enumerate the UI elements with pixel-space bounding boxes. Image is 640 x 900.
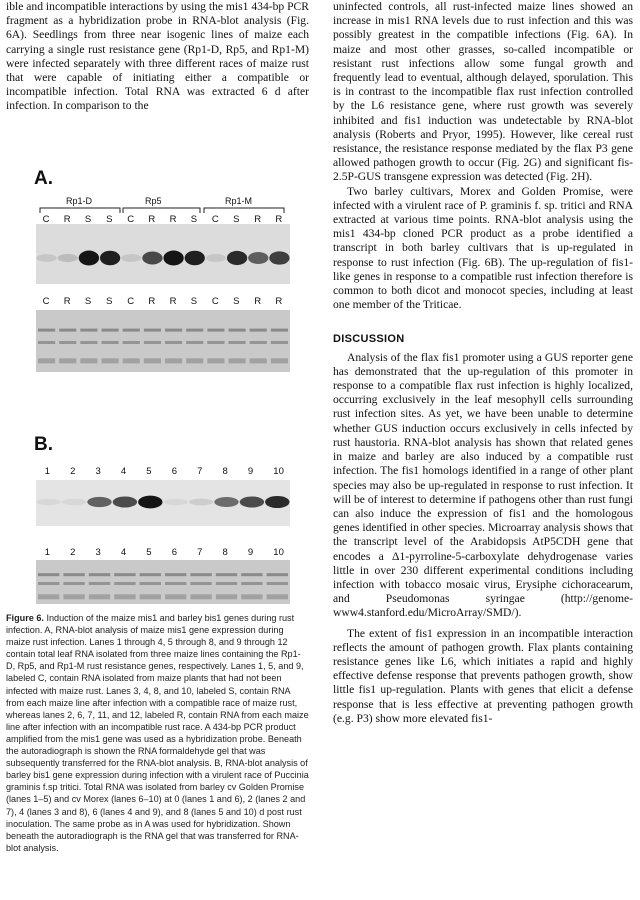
- gel-band: [267, 573, 288, 576]
- figure-6: [6, 162, 309, 607]
- gel-band: [271, 329, 288, 332]
- gel-band: [250, 341, 267, 344]
- panel-b-letter: B.: [34, 434, 53, 455]
- lane-label: 6: [171, 547, 177, 558]
- lane-label: S: [106, 296, 113, 307]
- blot-band: [58, 254, 78, 262]
- gel-band: [38, 573, 59, 576]
- right-paragraph-4: The extent of fis1 expression in an incompatible interaction reflects the amount of pathogen growth. Flax plants containing resistance genes like L6, which initiates a rapid and highly effective defense response that prevents pathogen growth, show little fis1 up-regulation. Plants with genes that elicit a defense response that is less effective at preventing pathogen growth (e.g. P3) show more elevated fis1-: [333, 626, 633, 725]
- gel-band: [190, 582, 211, 585]
- gel-band: [271, 358, 288, 363]
- blot-band: [164, 499, 188, 505]
- panel-b-rna-gel: [36, 560, 290, 604]
- gel-band: [140, 582, 161, 585]
- gel-band: [186, 341, 203, 344]
- gel-band: [123, 341, 140, 344]
- gel-band: [38, 341, 55, 344]
- lane-label: 7: [197, 466, 203, 477]
- lane-label: 9: [247, 547, 254, 558]
- lane-label: 3: [95, 466, 101, 477]
- gel-band: [80, 341, 97, 344]
- right-paragraph-3: Analysis of the flax fis1 promoter using a GUS reporter gene has demonstrated that the up-regulation of this promoter in response to a compatible flax rust infection is highly localized, occurring exclusively in the leaf mesophyll cells surrounding rust infection sites. As yet, we have been unable to determine whether GUS induction occurs exclusively in cells infected by rust haustoria. RNA-blot analysis has shown that related genes in maize and barley are also induced by a compatible rust infection. The fis1 homologs identified in a range of other plant species may also be up-regulated in response to rust infection. It will be of interest to determine if pathogens other than rust fungi can also induce the expression of fis1 and the homologous genes identified in other species. Microarray analysis shows that the transcript level of the Arabidopsis AtP5CDH gene that encodes a Δ1-pyrroline-5-carboxylate dehydrogenase varies little in over 230 different experimental conditions including infection with tobacco mosaic virus, Erysiphe cichoracearum, and Pseudomonas syringae (http://genome-www4.stanford.edu/MicroArray/SMD/).: [333, 350, 633, 620]
- lane-label: R: [148, 296, 156, 307]
- figure-caption: [6, 612, 309, 854]
- group-brackets: [34, 206, 289, 214]
- blot-band: [248, 252, 268, 264]
- gel-band: [229, 358, 246, 363]
- right-paragraph-1: uninfected controls, all rust-infected maize lines showed an increase in mis1 RNA levels due to rust infection and this was possibly greatest in the compatible infections (Fig. 6A). In maize and most other grasses, so-called incompatible or resistant rust infections allow some fungal growth and frequently lead to eventual, although delayed, sporulation. This is in contrast to the incompatible flax rust infection controlled by the L6 resistance gene, where rust growth was severely inhibited and fis1 induction was undetectable by RNA-blot analysis (Roberts and Pryor, 1995). However, like cereal rust resistance, the resistance response mediated by the flax P3 gene allowed pathogen growth to occur (Fig. 2G) and significant fis-2.5P-GUS transgene expression was detected (Fig. 2H).: [333, 0, 633, 184]
- lane-label: 10: [273, 466, 284, 477]
- lane-label: S: [190, 296, 198, 307]
- caption-text: Induction of the maize mis1 and barley bis1 genes during rust infection. A, RNA-blot analysis of maize mis1 gene expression during maize rust infection. Lanes 1 through 4, 5 through 8, and 9 through 12 contain total leaf RNA isolated from three maize lines containing the Rp1-D, Rp5, and Rp1-M rust resistance genes, respectively. Lanes 1, 5, and 9, labeled C, contain RNA isolated from maize plants that had not been infected with maize rust. Lanes 3, 4, 8, and 10, labeled S, contain RNA from each maize line after infection with a compatible race of maize rust, whereas lanes 2, 6, 7, 11, and 12, labeled R, contain RNA from each maize line after infection with an incompatible rust race. A 434-bp PCR product amplified from the mis1 gene was used as a hybridization probe. Beneath the autoradiograph is shown the RNA formaldehyde gel that was subsequently transferred for the RNA-blot analysis. B, RNA-blot analysis of barley bis1 gene expression during infection with a virulent race of Puccinia graminis f.sp tritici. Total RNA was isolated from barley cv Golden Promise (lanes 1–5) and cv Morex (lanes 6–10) at 0 (lanes 1 and 6), 2 (lanes 2 and 7), 4 (lanes 3 and 8), 6 (lanes 4 and 9), and 8 (lanes 5 and 10) d post rust inoculation. The same probe as in A was used for hybridization. Shown beneath the autoradiograph is the RNA gel that was transferred for RNA-blot analysis.: [6, 613, 309, 853]
- lane-label: C: [211, 214, 219, 225]
- lane-label: R: [254, 296, 262, 307]
- gel-band: [241, 594, 262, 599]
- gel-band: [207, 358, 224, 363]
- blot-band: [62, 499, 86, 505]
- gel-band: [207, 329, 224, 332]
- lane-label: 2: [70, 466, 76, 477]
- lane-label: 1: [44, 466, 50, 477]
- lane-label: C: [42, 296, 50, 307]
- lane-label: 4: [120, 466, 127, 477]
- lane-label: C: [42, 214, 50, 225]
- lane-label: R: [169, 214, 177, 225]
- gel-band: [80, 358, 97, 363]
- gel-band: [38, 582, 59, 585]
- blot-band: [138, 496, 162, 509]
- blot-band: [163, 251, 183, 266]
- blot-band: [214, 497, 238, 507]
- lane-label: S: [190, 214, 198, 225]
- section-heading-discussion: DISCUSSION: [333, 333, 405, 346]
- gel-band: [165, 582, 186, 585]
- gel-band: [59, 329, 76, 332]
- gel-band: [186, 329, 203, 332]
- gel-band: [165, 329, 182, 332]
- gel-band: [114, 573, 135, 576]
- lane-label: 4: [120, 547, 127, 558]
- gel-band: [89, 573, 110, 576]
- gel-band: [144, 341, 161, 344]
- gel-band: [123, 358, 140, 363]
- blot-band: [265, 496, 289, 508]
- group-label-rp1m: Rp1-M: [225, 196, 253, 206]
- gel-band: [89, 594, 110, 599]
- gel-band: [59, 358, 76, 363]
- gel-band: [102, 358, 119, 363]
- gel-band: [63, 594, 84, 599]
- right-paragraph-2: Two barley cultivars, Morex and Golden Promise, were infected with a virulent race of P. graminis f. sp. tritici and RNA extracted at various time points. RNA-blot analysis using the mis1 434-bp cloned PCR product as a probe identified a transcript in both barley cultivars that is up-regulated in response to rust infection (Fig. 6B). The up-regulation of fis1-like genes in response to a compatible rust infection therefore is common to both dicot and monocot species, including at least one member of the Triticae.: [333, 184, 633, 312]
- gel-band: [165, 358, 182, 363]
- blot-band: [206, 254, 226, 262]
- lane-label: 9: [247, 466, 254, 477]
- gel-band: [165, 573, 186, 576]
- gel-band: [216, 573, 237, 576]
- panel-a-rna-gel: [36, 310, 290, 372]
- caption-label: Figure 6.: [6, 613, 44, 623]
- gel-band: [186, 358, 203, 363]
- lane-label: S: [84, 214, 92, 225]
- gel-band: [114, 582, 135, 585]
- gel-band: [144, 358, 161, 363]
- gel-band: [267, 594, 288, 599]
- lane-label: R: [63, 214, 71, 225]
- lane-label: 7: [197, 547, 203, 558]
- gel-band: [102, 341, 119, 344]
- lane-label: S: [233, 296, 240, 307]
- gel-band: [63, 573, 84, 576]
- gel-band: [80, 329, 97, 332]
- gel-band: [267, 582, 288, 585]
- lane-label: C: [127, 296, 135, 307]
- gel-band: [271, 341, 288, 344]
- lane-label: S: [233, 214, 240, 225]
- blot-band: [269, 251, 289, 264]
- lane-label: 10: [273, 547, 284, 558]
- lane-label: R: [275, 296, 283, 307]
- lane-label: 6: [171, 466, 177, 477]
- blot-band: [87, 497, 111, 507]
- lane-label: R: [148, 214, 156, 225]
- gel-band: [216, 582, 237, 585]
- blot-band: [36, 254, 56, 262]
- blot-band: [142, 252, 162, 265]
- blot-band: [189, 499, 213, 506]
- gel-band: [140, 594, 161, 599]
- blot-band: [227, 251, 247, 265]
- gel-band: [241, 573, 262, 576]
- gel-band: [38, 594, 59, 599]
- gel-band: [190, 594, 211, 599]
- gel-band: [140, 573, 161, 576]
- gel-band: [114, 594, 135, 599]
- gel-band: [123, 329, 140, 332]
- lane-label: R: [63, 296, 71, 307]
- group-label-rp1d: Rp1-D: [66, 196, 93, 206]
- lane-label: 5: [146, 466, 152, 477]
- lane-label: 2: [70, 547, 76, 558]
- blot-band: [113, 496, 137, 507]
- lane-label: 3: [95, 547, 101, 558]
- blot-band: [121, 254, 141, 262]
- gel-band: [190, 573, 211, 576]
- gel-band: [229, 329, 246, 332]
- blot-band: [240, 496, 264, 507]
- gel-band: [102, 329, 119, 332]
- blot-band: [79, 251, 99, 266]
- gel-band: [89, 582, 110, 585]
- lane-label: C: [211, 296, 219, 307]
- panel-a-letter: A.: [34, 168, 53, 189]
- gel-band: [207, 341, 224, 344]
- blot-band: [100, 251, 120, 266]
- gel-band: [241, 582, 262, 585]
- lane-label: R: [254, 214, 262, 225]
- blot-band: [37, 499, 61, 505]
- gel-band: [38, 358, 55, 363]
- gel-band: [229, 341, 246, 344]
- left-paragraph-1: ible and incompatible interactions by using the mis1 434-bp PCR fragment as a hybridization probe in RNA-blot analysis (Fig. 6A). Seedlings from three near isogenic lines of maize each carrying a single rust resistance gene (Rp1-D, Rp5, and Rp1-M) were infected separately with three different races of maize rust that were capable of initiating either a compatible or incompatible infection. Total RNA was extracted 6 d after infection. In comparison to the: [6, 0, 310, 113]
- lane-label: S: [106, 214, 113, 225]
- lane-label: S: [84, 296, 92, 307]
- panel-a-autoradiograph: [36, 224, 290, 284]
- panel-b-autoradiograph: [36, 480, 290, 526]
- group-label-rp5: Rp5: [145, 196, 162, 206]
- gel-band: [165, 341, 182, 344]
- gel-band: [250, 358, 267, 363]
- gel-band: [165, 594, 186, 599]
- lane-label: 5: [146, 547, 152, 558]
- gel-band: [250, 329, 267, 332]
- lane-label: 8: [222, 466, 228, 477]
- gel-band: [63, 582, 84, 585]
- left-column: [6, 0, 309, 114]
- lane-label: C: [127, 214, 135, 225]
- gel-band: [144, 329, 161, 332]
- right-column: [333, 0, 633, 726]
- lane-label: 1: [44, 547, 50, 558]
- lane-label: R: [275, 214, 283, 225]
- blot-band: [185, 251, 205, 266]
- gel-band: [216, 594, 237, 599]
- gel-band: [59, 341, 76, 344]
- lane-label: R: [169, 296, 177, 307]
- gel-band: [38, 329, 55, 332]
- lane-label: 8: [222, 547, 228, 558]
